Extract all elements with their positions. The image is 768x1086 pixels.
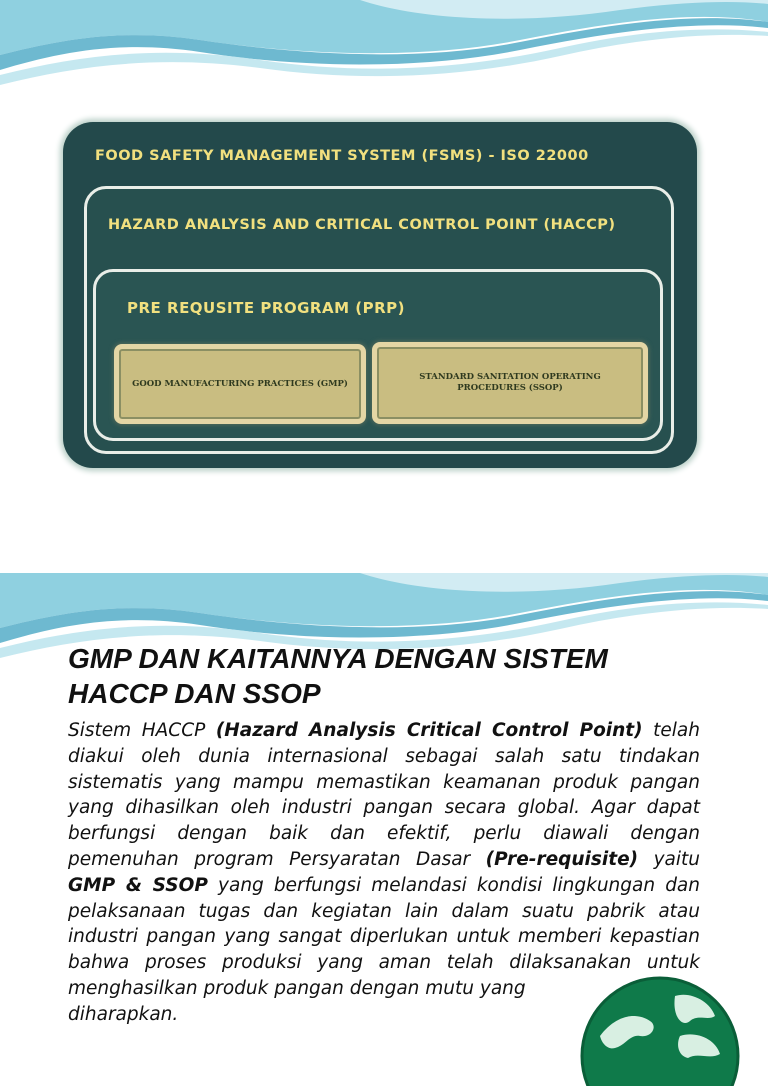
body-text-part: telah diakui oleh dunia internasional sebagai salah satu tindakan sistematis yang mampu memastikan keamanan produk pangan yang dihasilkan oleh industri pangan secara global. Agar dapat berfungsi dengan baik dan efektif, perlu diawali dengan pemenuhan program Persyaratan Dasar: [68, 720, 700, 870]
body-bold-prerequisite: (Pre-requisite): [485, 848, 639, 870]
body-text-part: Sistem HACCP: [68, 720, 216, 741]
body-bold-gmp-ssop: GMP & SSOP: [68, 874, 208, 896]
globe-icon: [580, 976, 740, 1086]
body-bold-haccp: (Hazard Analysis Critical Control Point): [215, 720, 643, 741]
body-text-part: yaitu: [638, 848, 700, 870]
haccp-title: HAZARD ANALYSIS AND CRITICAL CONTROL POINT (HACCP): [108, 217, 616, 233]
prp-title: PRE REQUSITE PROGRAM (PRP): [127, 299, 405, 317]
body-text-part: yang berfungsi melandasi kondisi lingkungan dan pelaksanaan tugas dan kegiatan lain dalam suatu pabrik atau industri pangan yang sangat diperlukan untuk memberi kepastian bahwa proses produksi yang aman telah dilaksanakan untuk menghasilkan produk pangan dengan mutu yang: [68, 874, 700, 999]
body-text-last: diharapkan.: [68, 1003, 179, 1025]
slide-divider: [0, 548, 768, 573]
slide-heading: GMP DAN KAITANNYA DENGAN SISTEM HACCP DAN SSOP: [68, 643, 608, 709]
header-wave-decoration: [0, 0, 768, 100]
ssop-box: STANDARD SANITATION OPERATING PROCEDURES (SSOP): [372, 342, 648, 424]
fsms-title: FOOD SAFETY MANAGEMENT SYSTEM (FSMS) - ISO 22000: [95, 148, 589, 164]
gmp-box: GOOD MANUFACTURING PRACTICES (GMP): [114, 344, 366, 424]
